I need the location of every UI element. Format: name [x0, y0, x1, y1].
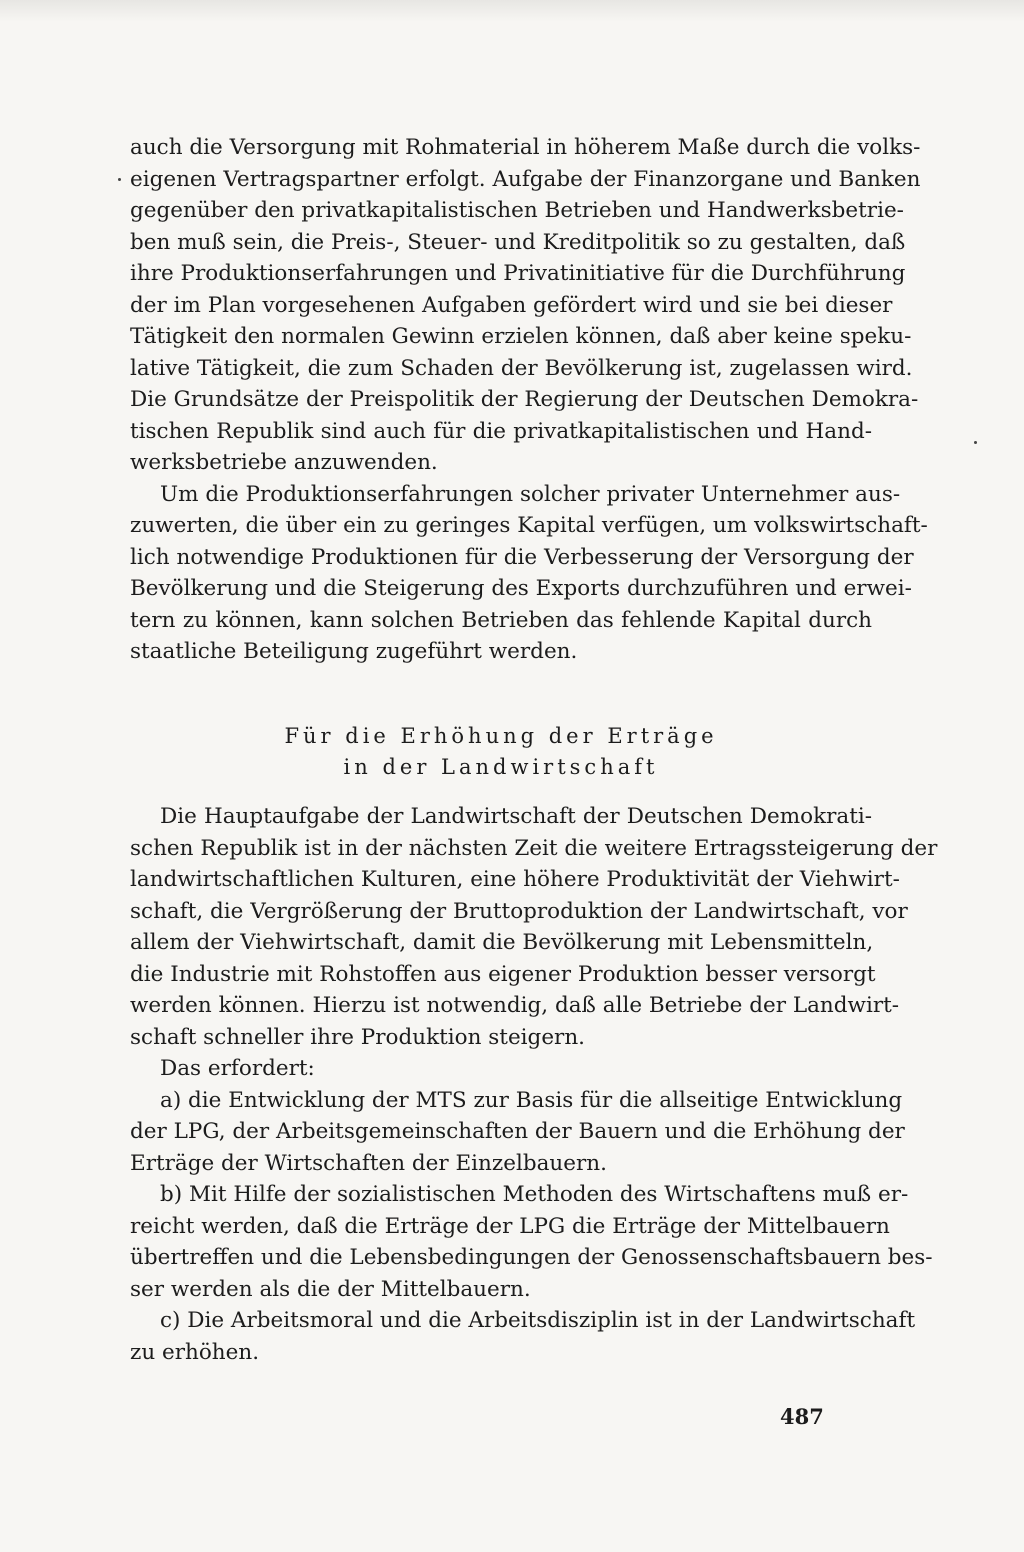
text-line: Bevölkerung und die Steigerung des Exports durchzuführen und erwei-	[130, 576, 912, 601]
scan-top-edge	[0, 0, 1024, 22]
text-line: ihre Produktionserfahrungen und Privatinitiative für die Durchführung	[130, 261, 906, 286]
text-line: Das erfordert:	[160, 1056, 315, 1081]
text-line: der im Plan vorgesehenen Aufgaben gefördert wird und sie bei dieser	[130, 292, 893, 318]
scan-speck	[118, 178, 121, 181]
section-heading	[130, 721, 872, 783]
text-line: lative Tätigkeit, die zum Schaden der Bevölkerung ist, zugelassen wird.	[130, 355, 913, 381]
text-line: tern zu können, kann solchen Betrieben das fehlende Kapital durch	[130, 607, 872, 633]
paragraph-block-2	[130, 801, 938, 1368]
text-line: eigenen Vertragspartner erfolgt. Aufgabe der Finanzorgane und Banken	[130, 166, 921, 192]
text-line: tischen Republik sind auch für die privatkapitalistischen und Hand-	[130, 418, 872, 444]
text-line: zu erhöhen.	[130, 1339, 260, 1365]
text-line: staatliche Beteiligung zugeführt werden.	[130, 639, 578, 664]
text-line: ser werden als die der Mittelbauern.	[130, 1276, 531, 1302]
text-line: allem der Viehwirtschaft, damit die Bevölkerung mit Lebensmitteln,	[130, 930, 874, 955]
text-line: übertreffen und die Lebensbedingungen der Genossenschaftsbauern bes-	[130, 1245, 933, 1270]
text-line: schaft, die Vergrößerung der Bruttoproduktion der Landwirtschaft, vor	[130, 898, 908, 924]
section-heading-line-1: Für die Erhöhung der Erträge	[284, 724, 718, 748]
text-line: Die Grundsätze der Preispolitik der Regierung der Deutschen Demokra-	[130, 387, 919, 412]
paragraph-block-1	[130, 132, 928, 668]
text-line: der LPG, der Arbeitsgemeinschaften der Bauern und die Erhöhung der	[130, 1119, 905, 1144]
text-line: Die Hauptaufgabe der Landwirtschaft der Deutschen Demokrati-	[160, 804, 872, 829]
text-line: a) die Entwicklung der MTS zur Basis für die allseitige Entwicklung	[160, 1087, 903, 1113]
text-line: lich notwendige Produktionen für die Verbesserung der Versorgung der	[130, 544, 914, 570]
text-line: Erträge der Wirtschaften der Einzelbauern.	[130, 1150, 607, 1176]
text-line: schaft schneller ihre Produktion steigern.	[130, 1024, 585, 1050]
text-line: reicht werden, daß die Erträge der LPG die Erträge der Mittelbauern	[130, 1213, 890, 1239]
text-line: landwirtschaftlichen Kulturen, eine höhere Produktivität der Viehwirt-	[130, 867, 900, 892]
text-line: Um die Produktionserfahrungen solcher privater Unternehmer aus-	[160, 481, 901, 507]
page-number: 487	[780, 1404, 824, 1429]
text-line: gegenüber den privatkapitalistischen Betrieben und Handwerksbetrie-	[130, 198, 904, 223]
text-line: auch die Versorgung mit Rohmaterial in höherem Maße durch die volks-	[130, 135, 921, 160]
text-line: schen Republik ist in der nächsten Zeit die weitere Ertragssteigerung der	[130, 835, 938, 861]
text-line: werksbetriebe anzuwenden.	[130, 450, 438, 475]
text-line: b) Mit Hilfe der sozialistischen Methoden des Wirtschaftens muß er-	[160, 1182, 909, 1207]
text-line: ben muß sein, die Preis-, Steuer- und Kreditpolitik so zu gestalten, daß	[130, 229, 906, 255]
text-line: c) Die Arbeitsmoral und die Arbeitsdisziplin ist in der Landwirtschaft	[160, 1308, 916, 1333]
text-line: Tätigkeit den normalen Gewinn erzielen können, daß aber keine speku-	[130, 324, 912, 349]
text-line: die Industrie mit Rohstoffen aus eigener Produktion besser versorgt	[130, 961, 876, 987]
text-line: werden können. Hierzu ist notwendig, daß alle Betriebe der Landwirt-	[130, 993, 900, 1018]
section-heading-line-2: in der Landwirtschaft	[343, 755, 659, 779]
scan-speck	[974, 441, 977, 444]
text-line: zuwerten, die über ein zu geringes Kapital verfügen, um volkswirtschaft-	[130, 513, 928, 538]
